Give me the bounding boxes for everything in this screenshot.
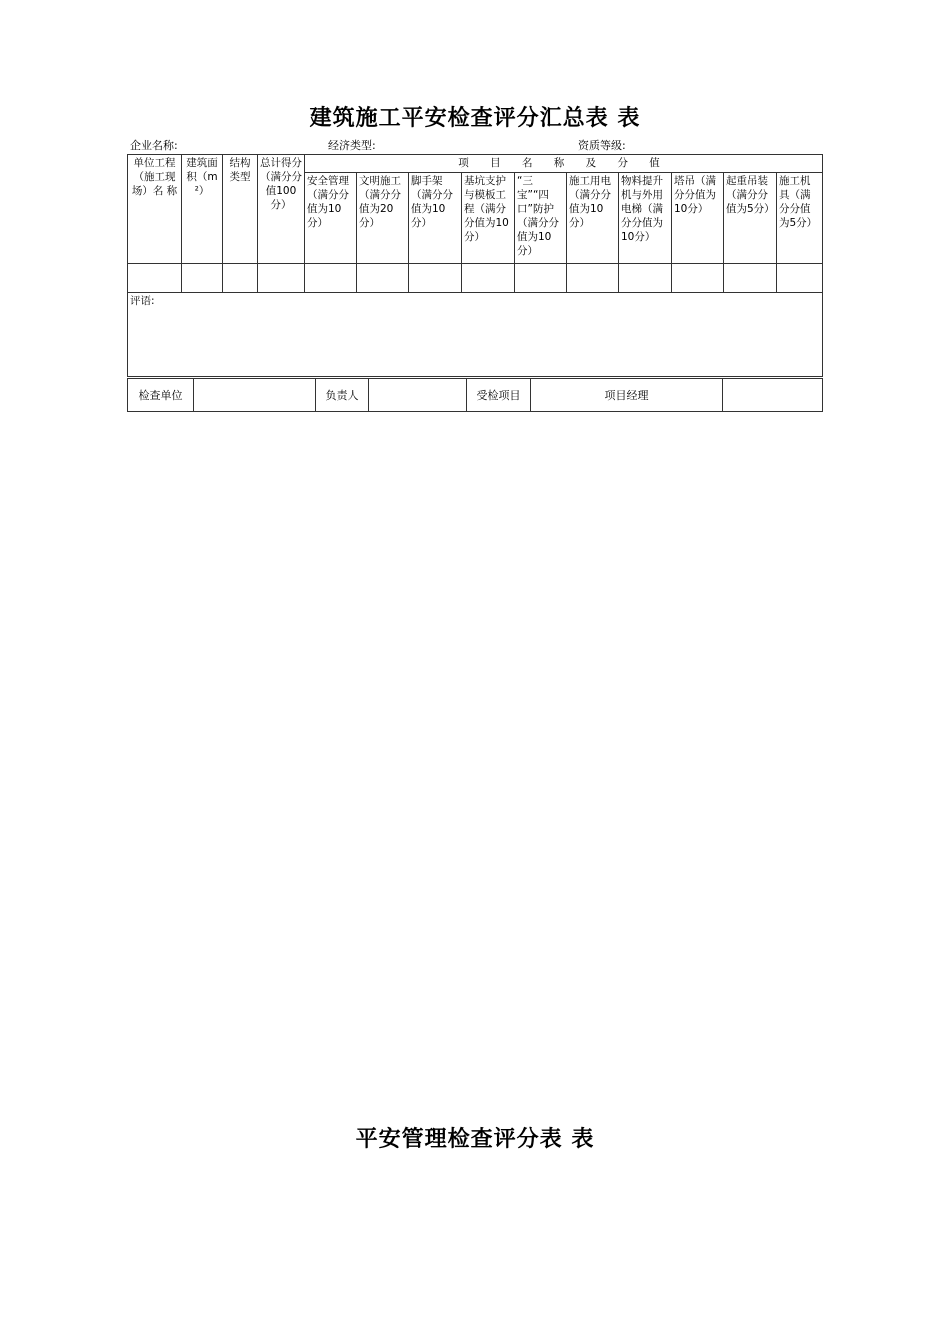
cell-scaffolding[interactable] — [409, 264, 462, 293]
inspected-project-label: 受检项目 — [467, 379, 531, 412]
header-building-area: 建筑面积（m²） — [182, 155, 223, 264]
cell-foundation-formwork[interactable] — [462, 264, 515, 293]
header-scaffolding: 脚手架（满分分值为10分） — [409, 173, 462, 264]
responsible-person-label: 负责人 — [316, 379, 369, 412]
company-name-label: 企业名称: — [130, 139, 178, 152]
second-form-title: 平安管理检查评分表 表 — [355, 1126, 595, 1152]
header-tower-crane: 塔吊（满分分值为10分） — [672, 173, 724, 264]
comment-area[interactable] — [128, 293, 823, 377]
header-items-group: 项 目 名 称 及 分 值 — [305, 155, 823, 173]
header-foundation-formwork: 基坑支护与模板工程（满分分值为10分） — [462, 173, 515, 264]
header-construction-electricity: 施工用电（满分分值为10分） — [567, 173, 619, 264]
comment-label: 评语: — [130, 295, 155, 307]
form-title: 建筑施工平安检查评分汇总表 表 — [309, 105, 641, 131]
cell-tower-crane[interactable] — [672, 264, 724, 293]
cell-structure-type[interactable] — [223, 264, 258, 293]
header-total-score: 总计得分（满分分值100分） — [258, 155, 305, 264]
cell-total-score[interactable] — [258, 264, 305, 293]
header-civilized-construction: 文明施工（满分分值为20分） — [357, 173, 409, 264]
economic-type-label: 经济类型: — [328, 139, 376, 152]
header-lifting: 起重吊装（满分分值为5分） — [724, 173, 777, 264]
cell-safety-management[interactable] — [305, 264, 357, 293]
inspect-unit-label: 检查单位 — [128, 379, 194, 412]
project-manager-label: 项目经理 — [531, 379, 723, 412]
inspect-unit-field[interactable] — [194, 379, 316, 412]
cell-three-treasures[interactable] — [515, 264, 567, 293]
header-three-treasures-four-openings: “三宝”“四口”防护（满分分值为10分） — [515, 173, 567, 264]
qualification-level-label: 资质等级: — [578, 139, 626, 152]
header-construction-machinery: 施工机具（满分分值为5分） — [777, 173, 823, 264]
project-manager-field[interactable] — [723, 379, 823, 412]
header-safety-management: 安全管理（满分分值为10分） — [305, 173, 357, 264]
cell-lifting[interactable] — [724, 264, 777, 293]
cell-civilized-construction[interactable] — [357, 264, 409, 293]
responsible-person-field[interactable] — [369, 379, 467, 412]
cell-construction-electricity[interactable] — [567, 264, 619, 293]
cell-unit-project[interactable] — [128, 264, 182, 293]
header-hoist-elevator: 物料提升机与外用电梯（满分分值为10分） — [619, 173, 672, 264]
cell-building-area[interactable] — [182, 264, 223, 293]
summary-score-table — [127, 154, 823, 377]
header-unit-project: 单位工程（施工现场）名 称 — [128, 155, 182, 264]
cell-construction-machinery[interactable] — [777, 264, 823, 293]
header-structure-type: 结构类型 — [223, 155, 258, 264]
cell-hoist-elevator[interactable] — [619, 264, 672, 293]
signature-table — [127, 378, 823, 412]
